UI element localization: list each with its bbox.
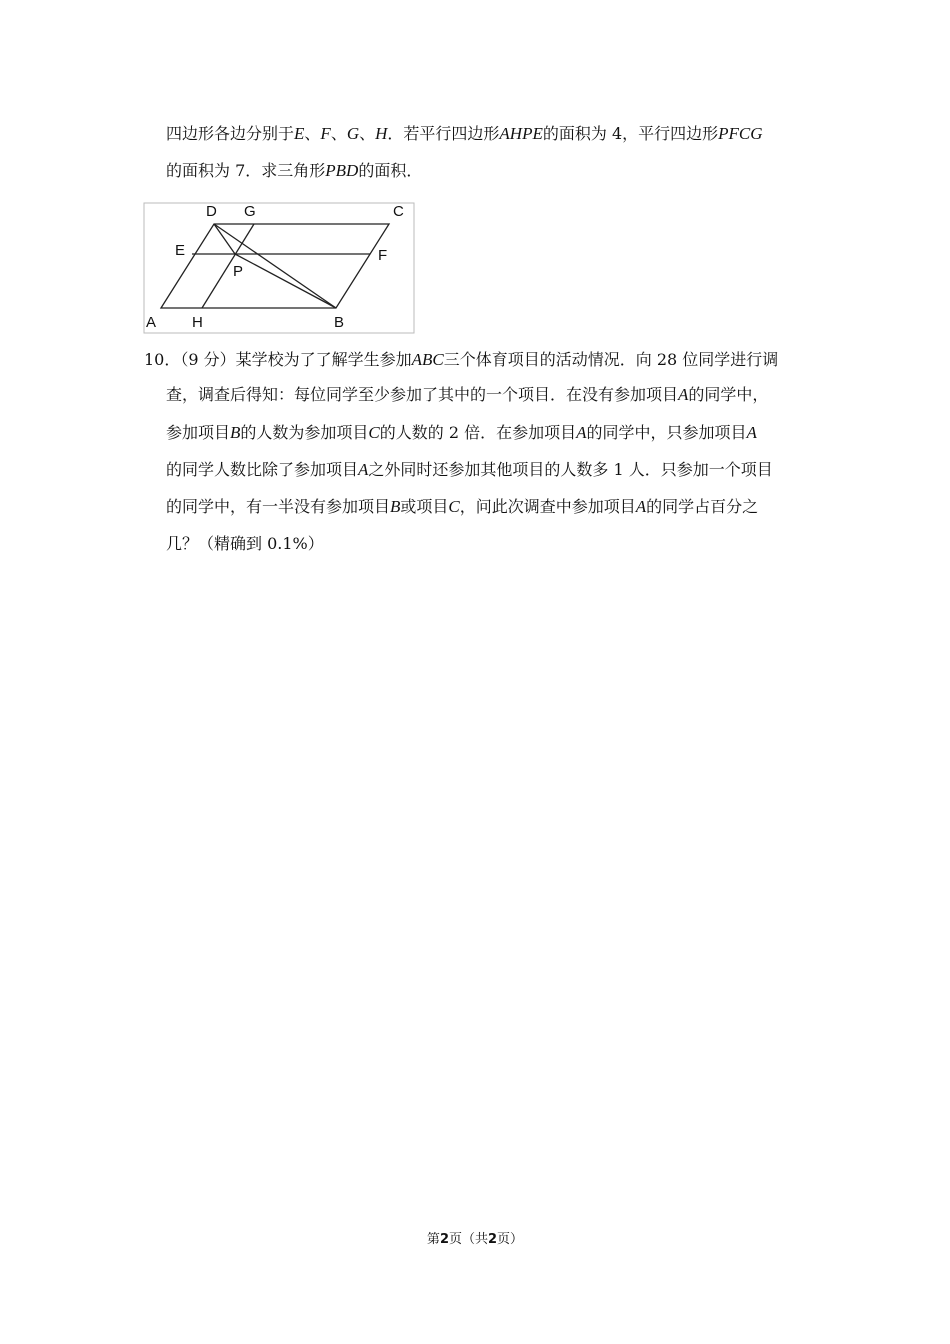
segment-pb	[235, 254, 336, 308]
segment-gh	[202, 224, 254, 308]
footer-page-number: 2	[439, 1232, 449, 1247]
segment-db-inner	[214, 224, 235, 254]
q10-line-1: 10．（9 分）某学校为了了解学生参加ABC三个体育项目的活动情况．向 28 位同学进行调	[144, 350, 779, 369]
label-d: D	[206, 203, 217, 220]
label-c: C	[393, 203, 404, 220]
q10-line-2: 查，调查后得知：每位同学至少参加了其中的一个项目．在没有参加项目A的同学中，	[166, 385, 769, 404]
q10-line-6: 几？（精确到 0.1%）	[166, 534, 324, 553]
label-e: E	[175, 242, 186, 259]
q10-line-4: 的同学人数比除了参加项目A之外同时还参加其他项目的人数多 1 人．只参加一个项目	[166, 460, 773, 479]
label-b: B	[334, 314, 345, 331]
label-a: A	[146, 314, 157, 331]
label-h: H	[192, 314, 203, 331]
parallelogram-figure	[142, 198, 417, 334]
q10-line-3: 参加项目B的人数为参加项目C的人数的 2 倍．在参加项目A的同学中，只参加项目A	[166, 423, 757, 442]
q9-line-1: 四边形各边分别于E、F、G、H．若平行四边形AHPE的面积为 4，平行四边形PFCG	[166, 124, 763, 143]
q10-line-5: 的同学中，有一半没有参加项目B或项目C，问此次调查中参加项目A的同学占百分之	[166, 497, 759, 516]
label-p: P	[233, 263, 244, 280]
q9-line-2: 的面积为 7．求三角形PBD的面积．	[166, 161, 423, 180]
footer-total-pages: 2	[488, 1232, 498, 1247]
q10-number: 10．（9 分）	[144, 350, 236, 369]
label-f: F	[378, 247, 388, 264]
label-g: G	[244, 203, 256, 220]
page-footer: 第2页（共2页）	[426, 1232, 524, 1247]
